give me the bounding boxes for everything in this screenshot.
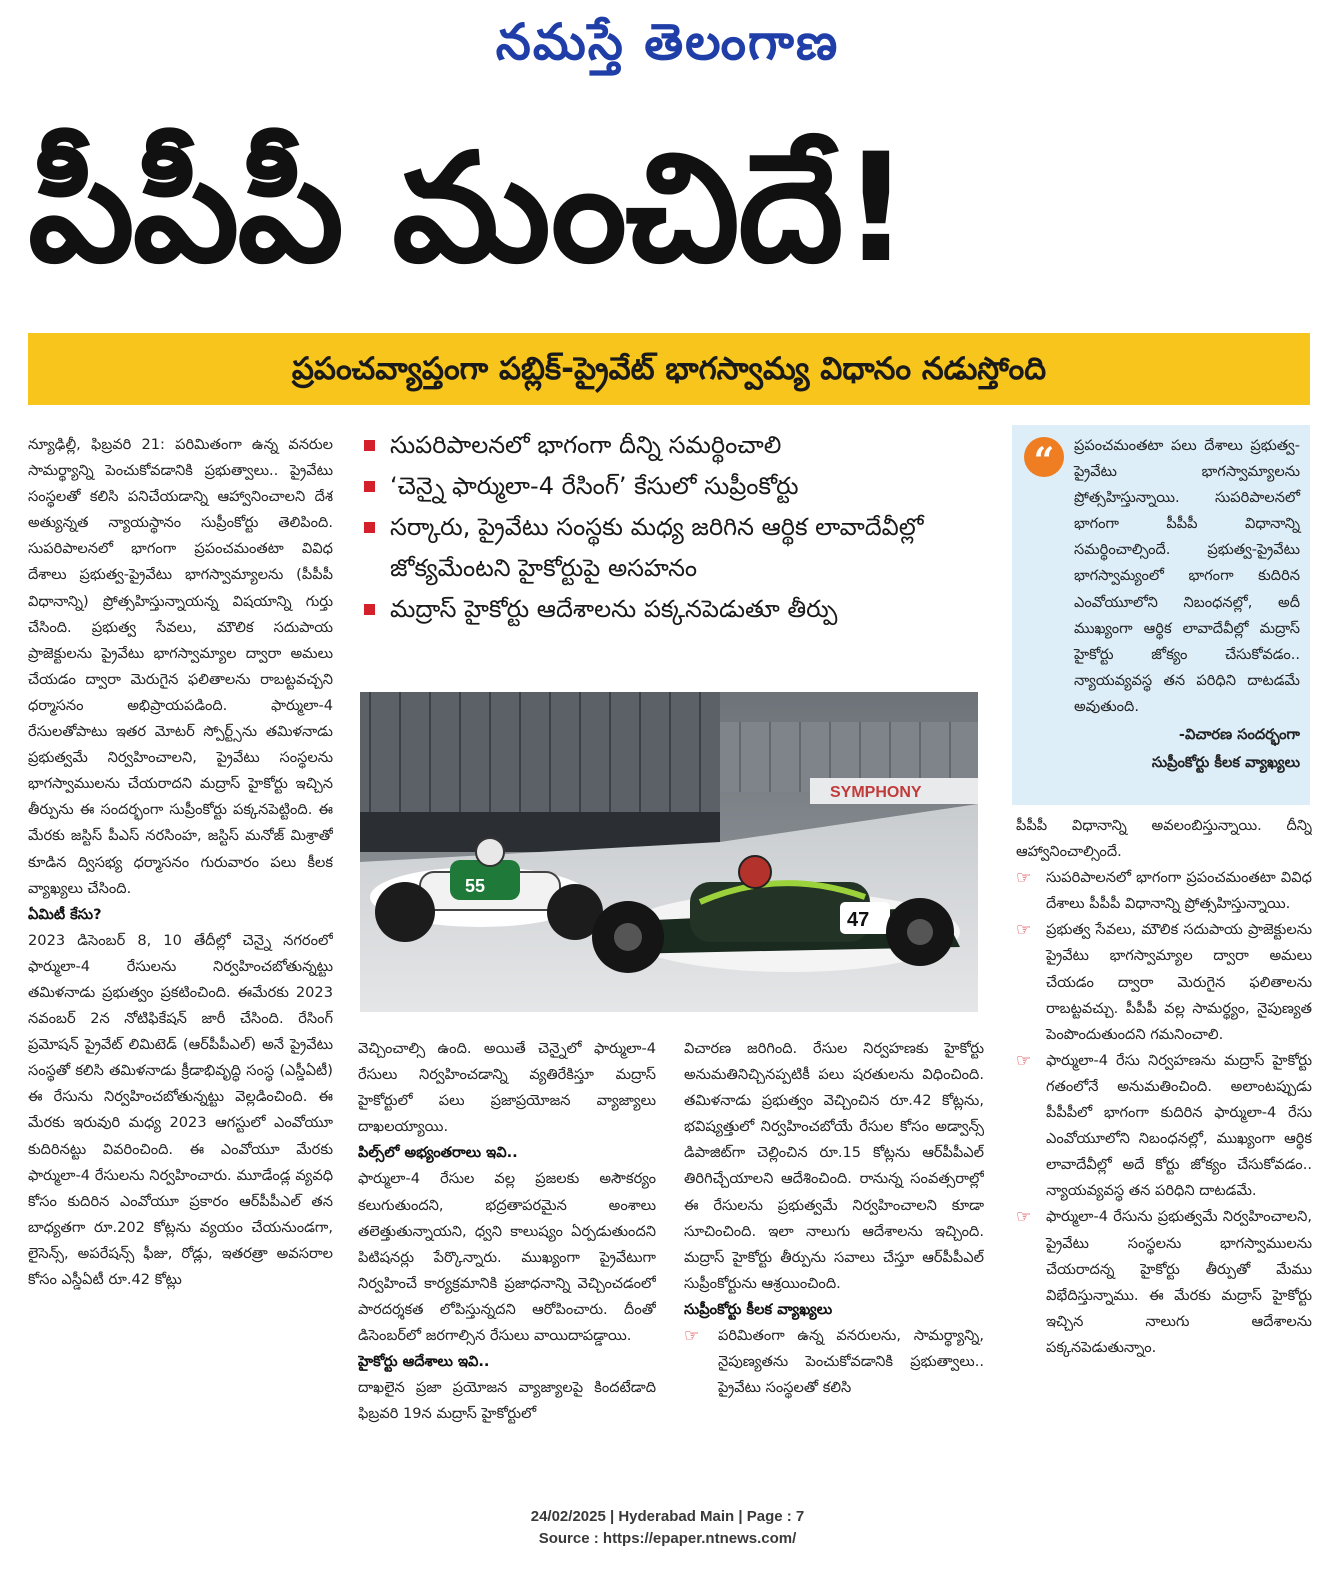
lead-paragraph: న్యూఢిల్లీ, ఫిబ్రవరి 21: పరిమితంగా ఉన్న వనరుల సామర్థ్యాన్ని పెంచుకోవడానికి ప్రభుత్వాలు.. ప్రైవేటు సంస్థలతో కలిసి పనిచేయడాన్ని ఆహ్వానించాలని దేశ అత్యున్నత న్యాయస్థానం సుప్రీంకోర్టు తెలిపింది. సుపరిపాలనలో భాగంగా ప్రపంచమంతటా వివిధ దేశాలు ప్రభుత్వ-ప్రైవేటు భాగస్వామ్యాలను (పీపీపీ విధానాన్ని) ప్రోత్సహిస్తున్నాయన్న విషయాన్ని గుర్తు చేసింది. ప్రభుత్వ సేవలు, మౌలిక సదుపాయ ప్రాజెక్టులను ప్రైవేటు భాగస్వామ్యాల ద్వారా అమలు చేయడం ద్వారా మెరుగైన ఫలితాలను రాబట్టవచ్చని ధర్మాసనం అభిప్రాయపడింది. ఫార్ములా-4 రేసులతోపాటు ఇతర మోటర్‌ స్పోర్ట్స్‌ను తమిళనాడు ప్రభుత్వమే నిర్వహించాలని, ప్రైవేటు సంస్థలను భాగస్వాములను చేయరాదని మద్రాస్‌ హైకోర్టు ఇచ్చిన తీర్పును ఈ సందర్భంగా సుప్రీంకోర్టు పక్కనపెట్టింది. ఈ మేరకు జస్టిస్‌ పీఎస్‌ నరసింహ, జస్టిస్‌ మనోజ్‌ మిశ్రాతో కూడిన ద్విసభ్య ధర్మాసనం గురువారం పలు కీలక వ్యాఖ్యలు చేసింది. bbox=[28, 436, 333, 897]
point-item bbox=[1016, 865, 1312, 917]
point-text: సుపరిపాలనలో భాగంగా ప్రపంచమంతటా వివిధ దేశాలు పీపీపీ విధానాన్ని ప్రోత్సహిస్తున్నాయి. bbox=[1046, 869, 1312, 913]
highlight-text: సర్కారు, ప్రైవేటు సంస్థకు మధ్య జరిగిన ఆర్థిక లావాదేవీల్లో జోక్యమేంటని హైకోర్టుపై అసహనం bbox=[390, 513, 924, 582]
section-heading: ఏమిటీ కేసు? bbox=[28, 905, 102, 923]
article-column-1 bbox=[28, 432, 333, 1480]
point-item bbox=[1016, 1204, 1312, 1361]
page-footer bbox=[0, 1506, 1335, 1550]
footer-date-edition: 24/02/2025 | Hyderabad Main | Page : 7 bbox=[530, 1508, 805, 1525]
highlight-item bbox=[360, 466, 985, 507]
pointing-hand-icon: ☞ bbox=[684, 1326, 700, 1347]
article-column-2 bbox=[358, 1036, 656, 1476]
pointing-hand-icon: ☞ bbox=[1016, 1207, 1032, 1228]
section-heading: హైకోర్టు ఆదేశాలు ఇవి.. bbox=[358, 1353, 490, 1371]
barrier-text: SYMPHONY bbox=[830, 784, 922, 801]
section-heading: సుప్రీంకోర్టు కీలక వ్యాఖ్యలు bbox=[684, 1300, 833, 1318]
body-paragraph: 2023 డిసెంబర్‌ 8, 10 తేదీల్లో చెన్నై నగరంలో ఫార్ములా-4 రేసులను నిర్వహించబోతున్నట్టు తమిళనాడు ప్రభుత్వం ప్రకటించింది. ఈమేరకు 2023 నవంబర్‌ 2న నోటిఫికేషన్‌ జారీ చేసింది. రేసింగ్‌ ప్రమోషన్‌ ప్రైవేట్‌ లిమిటెడ్‌ (ఆర్‌పీపీఎల్‌) అనే ప్రైవేటు సంస్థతో కలిసి తమిళనాడు క్రీడాభివృద్ధి సంస్థ (ఎస్డీఏటీ) ఈ రేసును నిర్వహించబోతున్నట్టు వెల్లడించింది. ఈ మేరకు ఇరువురి మధ్య 2023 ఆగస్టులో ఎంవోయూ కుదిరినట్టు వివరించింది. ఈ ఎంవోయూ మేరకు ఫార్ములా-4 రేసులను నిర్వహించారు. మూడేండ్ల వ్యవధి కోసం కుదిరిన ఎంవోయూ ప్రకారం ఆర్‌పీపీఎల్‌ తన బాధ్యతగా రూ.202 కోట్లను వ్యయం చేయనుండగా, లైసెన్స్‌, అపరేషన్స్‌ ఫీజు, రోడ్లు, ఇతరత్రా అవసరాల కోసం ఎస్డీఏటీ రూ.42 కోట్లు bbox=[28, 931, 333, 1288]
bullet-icon bbox=[364, 522, 375, 533]
pointing-hand-icon: ☞ bbox=[1016, 868, 1032, 889]
article-column-3 bbox=[684, 1036, 984, 1476]
bullet-icon bbox=[364, 440, 375, 451]
highlight-text: ‘చెన్నై ఫార్ములా-4 రేసింగ్‌’ కేసులో సుప్రీంకోర్టు bbox=[390, 472, 799, 500]
body-paragraph: వెచ్చించాల్సి ఉంది. అయితే చెన్నైలో ఫార్ములా-4 రేసులు నిర్వహించడాన్ని వ్యతిరేకిస్తూ మద్రాస్‌ హైకోర్టులో పలు ప్రజాప్రయోజన వ్యాజ్యాలు దాఖలయ్యాయి. bbox=[358, 1040, 656, 1136]
point-item bbox=[1016, 1048, 1312, 1205]
body-paragraph: విచారణ జరిగింది. రేసుల నిర్వహణకు హైకోర్టు అనుమతినిచ్చినప్పటికీ పలు షరతులను విధించింది. తమిళనాడు ప్రభుత్వం వెచ్చించిన రూ.42 కోట్లను, భవిష్యత్తులో నిర్వహించబోయే రేసుల కోసం అడ్వాన్స్‌ డిపాజిట్‌గా చెల్లించిన రూ.15 కోట్లను ఆర్‌పీపీఎల్‌ తిరిగిచ్చేయాలని ఆదేశించింది. రానున్న సంవత్సరాల్లో ఈ రేసులను ప్రభుత్వమే నిర్వహించాలని కూడా సూచించింది. ఇలా నాలుగు ఆదేశాలను ఇచ్చింది. మద్రాస్‌ హైకోర్టు తీర్పును సవాలు చేస్తూ ఆర్‌పీపీఎల్‌ సుప్రీంకోర్టును ఆశ్రయించింది. bbox=[684, 1040, 984, 1292]
point-item bbox=[684, 1323, 984, 1401]
subheadline-bar bbox=[28, 333, 1310, 405]
section-heading: పిల్స్‌లో అభ్యంతరాలు ఇవి.. bbox=[358, 1144, 518, 1162]
pointing-hand-icon: ☞ bbox=[1016, 920, 1032, 941]
point-text: పరిమితంగా ఉన్న వనరులను, సామర్థ్యాన్ని, నైపుణ్యతను పెంచుకోవడానికి ప్రభుత్వాలు.. ప్రైవేటు సంస్థలతో కలిసి bbox=[718, 1327, 984, 1397]
footer-source-link[interactable]: Source : https://epaper.ntnews.com/ bbox=[538, 1530, 797, 1547]
quote-mark-icon: “ bbox=[1024, 437, 1064, 477]
pointing-hand-icon: ☞ bbox=[1016, 1050, 1032, 1071]
pull-quote-attribution: సుప్రీంకోర్టు కీలక వ్యాఖ్యలు bbox=[1151, 754, 1300, 772]
point-text: ఫార్ములా-4 రేసు నిర్వహణను మద్రాస్‌ హైకోర్టు గతంలోనే అనుమతించింది. అలాంటప్పుడు పీపీపీలో భాగంగా కుదిరిన ఫార్ములా-4 రేసు ఎంవోయూలోని నిబంధనల్లో, ముఖ్యంగా ఆర్థిక లావాదేవీల్లో అదే కోర్టు జోక్యం చేసుకోవడం.. న్యాయవ్యవస్థ తన పరిధిని దాటడమే. bbox=[1046, 1051, 1312, 1200]
body-paragraph: ఫార్ములా-4 రేసుల వల్ల ప్రజలకు అసౌకర్యం కలుగుతుందని, భద్రతాపరమైన అంశాలు తలెత్తుతున్నాయని, ధ్వని కాలుష్యం ఏర్పడుతుందని పిటిషనర్లు పేర్కొన్నారు. ముఖ్యంగా ప్రైవేటుగా నిర్వహించే కార్యక్రమానికి ప్రజాధనాన్ని వెచ్చించడంలో పారదర్శకత లోపిస్తున్నదని ఆరోపించారు. దీంతో డిసెంబర్‌లో జరగాల్సిన రేసులు వాయిదాపడ్డాయి. bbox=[358, 1170, 656, 1345]
point-text: ఫార్ములా-4 రేసును ప్రభుత్వమే నిర్వహించాలని, ప్రైవేటు సంస్థలను భాగస్వాములను చేయరాదన్న హైకోర్టు తీర్పుతో మేము విభేదిస్తున్నాము. ఈ మేరకు మద్రాస్‌ హైకోర్టు ఇచ్చిన నాలుగు ఆదేశాలను పక్కనపెడుతున్నాం. bbox=[1046, 1208, 1312, 1356]
car-number-back: 55 bbox=[465, 876, 486, 896]
highlight-item bbox=[360, 507, 985, 589]
point-item bbox=[1016, 917, 1312, 1047]
pull-quote-box bbox=[1012, 425, 1310, 805]
subheadline: ప్రపంచవ్యాప్తంగా పబ్లిక్‌-ప్రైవేట్‌ భాగస్వామ్య విధానం నడుస్తోంది bbox=[291, 351, 1047, 387]
bullet-icon bbox=[364, 604, 375, 615]
highlights-list bbox=[360, 425, 985, 630]
body-paragraph: పీపీపీ విధానాన్ని అవలంబిస్తున్నాయి. దీన్ని ఆహ్వానించాల్సిందే. bbox=[1016, 817, 1312, 861]
race-photo-illustration bbox=[360, 692, 978, 1012]
car-number-front: 47 bbox=[847, 909, 870, 931]
highlight-item bbox=[360, 589, 985, 630]
masthead-logo: నమస్తే తెలంగాణ bbox=[495, 12, 840, 71]
body-paragraph: దాఖలైన ప్రజా ప్రయోజన వ్యాజ్యాలపై కిందటేడాది ఫిబ్రవరి 19న మద్రాస్‌ హైకోర్టులో bbox=[358, 1379, 656, 1423]
highlight-text: సుపరిపాలనలో భాగంగా దీన్ని సమర్థించాలి bbox=[390, 431, 782, 459]
race-photo bbox=[360, 692, 978, 1012]
highlight-item bbox=[360, 425, 985, 466]
bullet-icon bbox=[364, 481, 375, 492]
article-column-4 bbox=[1016, 813, 1312, 1478]
headline: పీపీపీ మంచిదే! bbox=[28, 122, 909, 296]
highlight-text: మద్రాస్‌ హైకోర్టు ఆదేశాలను పక్కనపెడుతూ తీర్పు bbox=[390, 595, 838, 623]
pull-quote-text: ప్రపంచమంతటా పలు దేశాలు ప్రభుత్వ-ప్రైవేటు భాగస్వామ్యాలను ప్రోత్సహిస్తున్నాయి. సుపరిపాలనలో భాగంగా పీపీపీ విధానాన్ని సమర్థించాల్సిందే. ప్రభుత్వ-ప్రైవేటు భాగస్వామ్యంలో భాగంగా కుదిరిన ఎంవోయూలోని నిబంధనల్లో, అదీ ముఖ్యంగా ఆర్థిక లావాదేవీల్లో మద్రాస్‌ హైకోర్టు జోక్యం చేసుకోవడం.. న్యాయవ్యవస్థ తన పరిధిని దాటడమే అవుతుంది. bbox=[1074, 437, 1300, 715]
pull-quote-attribution: -విచారణ సందర్భంగా bbox=[1178, 726, 1300, 744]
point-text: ప్రభుత్వ సేవలు, మౌలిక సదుపాయ ప్రాజెక్టులను ప్రైవేటు భాగస్వామ్యాల ద్వారా అమలు చేయడం ద్వారా మెరుగైన ఫలితాలను రాబట్టవచ్చు. పీపీపీ వల్ల సామర్థ్యం, నైపుణ్యత పెంపొందుతుందని గమనించాలి. bbox=[1046, 921, 1312, 1043]
